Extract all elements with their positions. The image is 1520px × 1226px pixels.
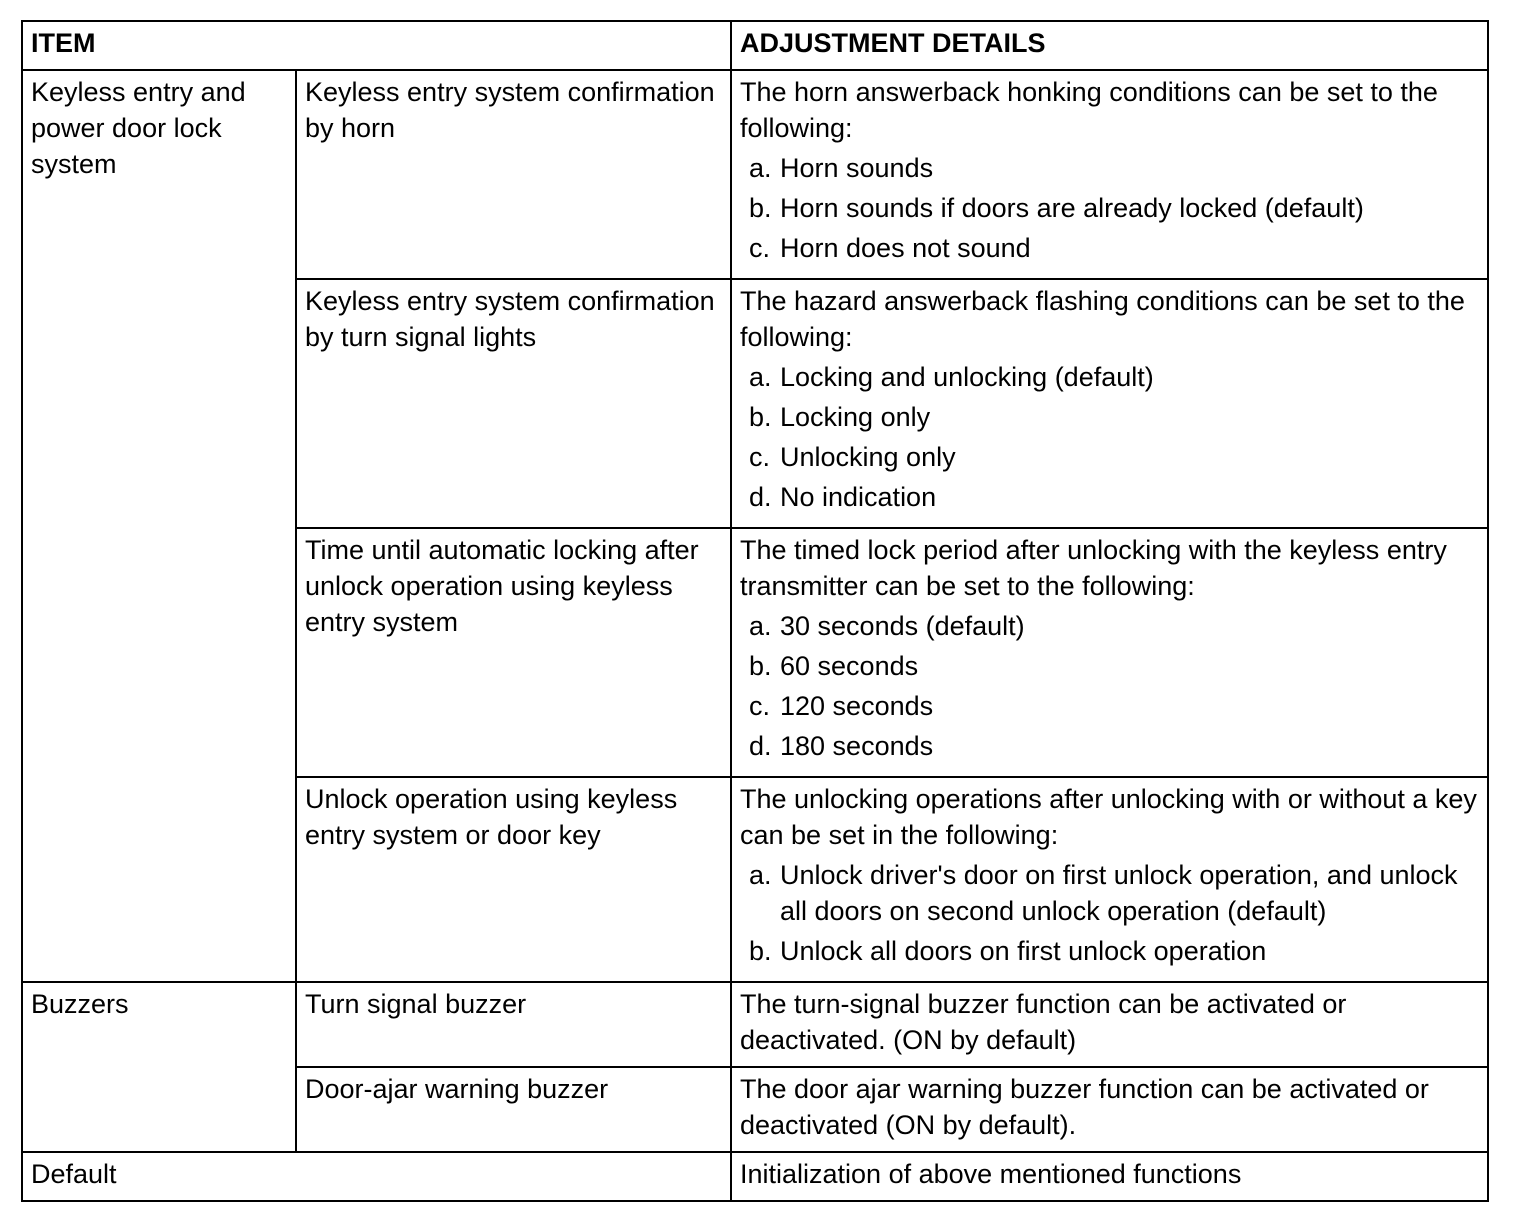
table-header-row — [22, 21, 1488, 70]
option-letter: a. — [749, 611, 772, 641]
list-item — [749, 688, 1479, 724]
option-text: 60 seconds — [780, 651, 919, 681]
details-cell — [731, 279, 1488, 528]
group-default-label: Default — [22, 1152, 731, 1201]
option-letter: a. — [749, 362, 772, 392]
option-text: Locking and unlocking (default) — [780, 362, 1154, 392]
option-letter: b. — [749, 936, 772, 966]
details-cell: The turn-signal buzzer function can be activated or deactivated. (ON by default) — [731, 982, 1488, 1067]
option-text: 180 seconds — [780, 731, 934, 761]
list-item — [749, 933, 1479, 969]
options-list — [740, 608, 1479, 764]
option-letter: b. — [749, 402, 772, 432]
option-letter: d. — [749, 731, 772, 761]
list-item — [749, 857, 1479, 929]
list-item — [749, 648, 1479, 684]
details-cell: Initialization of above mentioned functions — [731, 1152, 1488, 1201]
list-item — [749, 230, 1479, 266]
option-letter: b. — [749, 651, 772, 681]
options-list — [740, 359, 1479, 515]
list-item — [749, 728, 1479, 764]
details-intro: The hazard answerback flashing conditions can be set to the following: — [740, 286, 1465, 352]
item-cell: Unlock operation using keyless entry system or door key — [296, 777, 731, 982]
adjustment-table — [21, 20, 1489, 1202]
table-row — [22, 1152, 1488, 1201]
details-intro: The unlocking operations after unlocking with or without a key can be set in the following: — [740, 784, 1477, 850]
list-item — [749, 608, 1479, 644]
item-cell: Keyless entry system confirmation by horn — [296, 70, 731, 279]
option-text: 120 seconds — [780, 691, 934, 721]
details-cell — [731, 528, 1488, 777]
list-item — [749, 479, 1479, 515]
item-cell: Turn signal buzzer — [296, 982, 731, 1067]
group-buzzers-label: Buzzers — [22, 982, 296, 1152]
list-item — [749, 190, 1479, 226]
list-item — [749, 359, 1479, 395]
details-intro: The timed lock period after unlocking with the keyless entry transmitter can be set to the following: — [740, 535, 1447, 601]
option-letter: d. — [749, 482, 772, 512]
option-text: Horn sounds if doors are already locked (default) — [780, 193, 1364, 223]
option-letter: b. — [749, 193, 772, 223]
details-cell — [731, 70, 1488, 279]
options-list — [740, 857, 1479, 969]
option-text: Locking only — [780, 402, 931, 432]
item-cell: Door-ajar warning buzzer — [296, 1067, 731, 1152]
list-item — [749, 399, 1479, 435]
list-item — [749, 150, 1479, 186]
option-letter: c. — [749, 233, 771, 263]
option-letter: c. — [749, 442, 771, 472]
option-text: Unlock all doors on first unlock operation — [780, 936, 1267, 966]
table-row — [22, 70, 1488, 279]
item-cell: Time until automatic locking after unlock operation using keyless entry system — [296, 528, 731, 777]
details-cell: The door ajar warning buzzer function can be activated or deactivated (ON by default). — [731, 1067, 1488, 1152]
option-letter: c. — [749, 691, 771, 721]
option-text: 30 seconds (default) — [780, 611, 1025, 641]
table-row — [22, 982, 1488, 1067]
option-text: Horn does not sound — [780, 233, 1031, 263]
details-cell — [731, 777, 1488, 982]
option-text: Unlock driver's door on first unlock operation, and unlock all doors on second unlock operation (default) — [780, 860, 1458, 926]
option-text: Unlocking only — [780, 442, 956, 472]
list-item — [749, 439, 1479, 475]
option-text: No indication — [780, 482, 937, 512]
options-list — [740, 150, 1479, 266]
header-item: ITEM — [22, 21, 731, 70]
item-cell: Keyless entry system confirmation by turn signal lights — [296, 279, 731, 528]
option-text: Horn sounds — [780, 153, 934, 183]
option-letter: a. — [749, 153, 772, 183]
group-keyless-label: Keyless entry and power door lock system — [22, 70, 296, 982]
option-letter: a. — [749, 860, 772, 890]
details-intro: The horn answerback honking conditions can be set to the following: — [740, 77, 1438, 143]
header-adjustment-details: ADJUSTMENT DETAILS — [731, 21, 1488, 70]
